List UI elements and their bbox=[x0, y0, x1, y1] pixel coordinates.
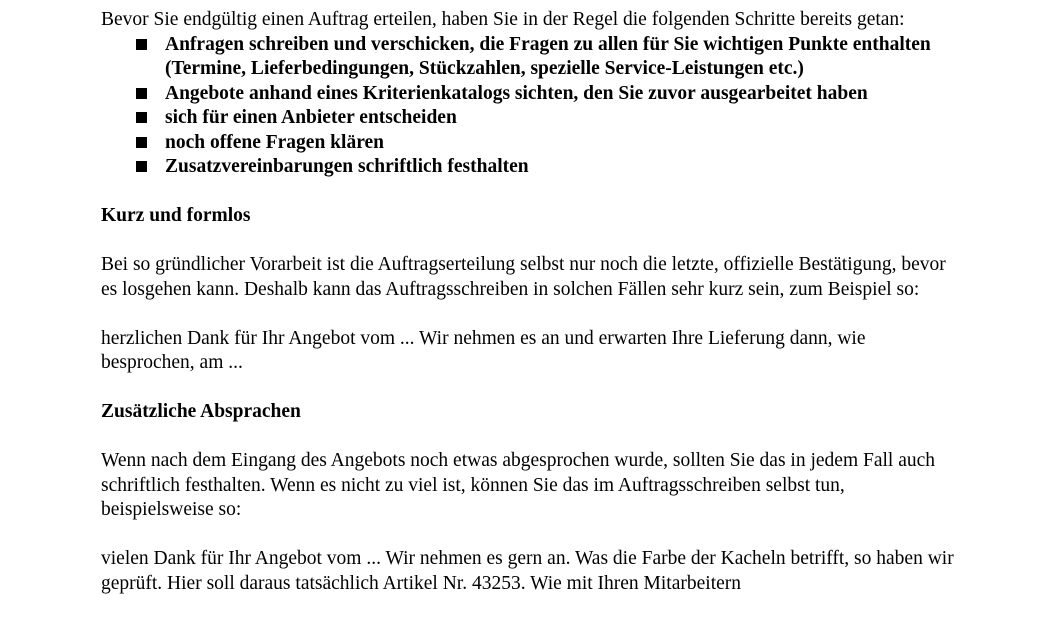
document-page bbox=[101, 8, 961, 596]
list-item-text: Zusatzvereinbarungen schriftlich festhalten bbox=[165, 156, 529, 177]
section-heading-absprachen: Zusätzliche Absprachen bbox=[101, 401, 301, 422]
section-heading-kurz: Kurz und formlos bbox=[101, 205, 251, 226]
spacer bbox=[101, 376, 961, 401]
list-item-text: Angebote anhand eines Kriterienkatalogs sichten, den Sie zuvor ausgearbeitet haben bbox=[165, 82, 868, 104]
square-bullet-icon bbox=[136, 88, 147, 99]
square-bullet-icon bbox=[136, 39, 147, 50]
list-item bbox=[101, 33, 961, 82]
clipped-example bbox=[101, 547, 961, 596]
list-item bbox=[101, 131, 961, 156]
list-item-text: noch offene Fragen klären bbox=[165, 131, 384, 153]
intro-paragraph: Bevor Sie endgültig einen Auftrag erteilen, haben Sie in der Regel die folgenden Schritte bereits getan: bbox=[101, 9, 905, 30]
steps-list bbox=[101, 33, 961, 180]
spacer bbox=[101, 229, 961, 254]
spacer bbox=[101, 302, 961, 327]
list-item bbox=[101, 82, 961, 107]
square-bullet-icon bbox=[136, 161, 147, 172]
example-text: vielen Dank für Ihr Angebot vom ... Wir nehmen es gern an. Was die Farbe der Kacheln betrifft, so haben wir geprüft. Hier soll daraus tatsächlich Artikel Nr. 43253. Wie mit Ihren Mitarbeitern bbox=[101, 548, 954, 594]
section-paragraph: Wenn nach dem Eingang des Angebots noch etwas abgesprochen wurde, sollten Sie das in jedem Fall auch schriftlich festhalten. Wenn es nicht zu viel ist, können Sie das im Auftragsschreiben selbst tun, beispielsweise so: bbox=[101, 450, 936, 520]
square-bullet-icon bbox=[136, 112, 147, 123]
list-item bbox=[101, 106, 961, 131]
spacer bbox=[101, 425, 961, 450]
spacer bbox=[101, 523, 961, 548]
list-item-text: Anfragen schreiben und verschicken, die Fragen zu allen für Sie wichtigen Punkte enthalten (Termine, Lieferbedingungen, Stückzahlen, spezielle Service-Leistungen etc.) bbox=[165, 33, 931, 79]
section-paragraph: Bei so gründlicher Vorarbeit ist die Auftragserteilung selbst nur noch die letzte, offizielle Bestätigung, bevor es losgehen kann. Deshalb kann das Auftragsschreiben in solchen Fällen sehr kurz sein, zum Beispiel so: bbox=[101, 254, 946, 300]
example-text: herzlichen Dank für Ihr Angebot vom ... Wir nehmen es an und erwarten Ihre Lieferung dann, wie besprochen, am ... bbox=[101, 327, 866, 373]
spacer bbox=[101, 180, 961, 205]
square-bullet-icon bbox=[136, 137, 147, 148]
list-item bbox=[101, 155, 961, 180]
list-item-text: sich für einen Anbieter entscheiden bbox=[165, 107, 457, 128]
